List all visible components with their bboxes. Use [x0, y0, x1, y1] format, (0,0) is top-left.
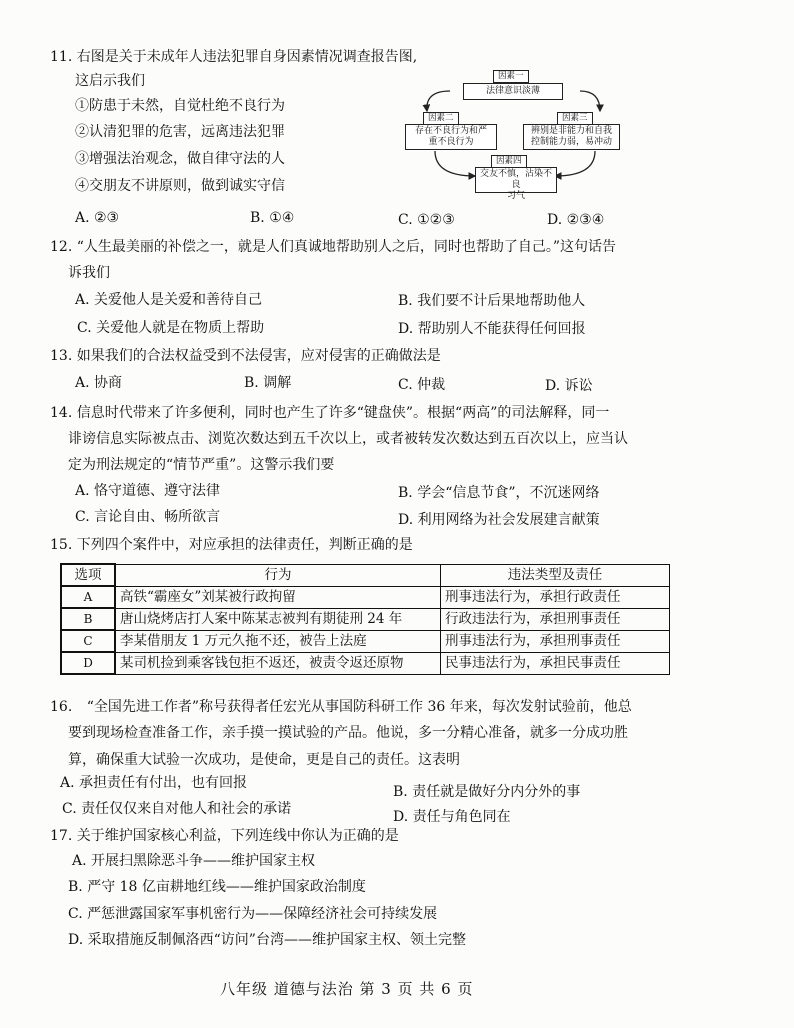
q11-option-b: B. ①④ [250, 210, 295, 226]
q12-stem [50, 237, 616, 257]
q11-item-1: ①防患于未然，自觉杜绝不良行为 [75, 98, 285, 114]
factor-1-box: 法律意识淡薄 [463, 83, 563, 100]
factor-4-line1: 交友不慎，沾染不良 [479, 169, 552, 190]
q11-item-4: ④交朋友不讲原则，做到诚实守信 [75, 178, 285, 194]
q16-option-c: C. 责任仅仅来自对他人和社会的承诺 [62, 801, 292, 817]
q11-stem-line2: 这启示我们 [75, 73, 145, 89]
q12-option-d: D. 帮助别人不能获得任何回报 [398, 321, 586, 337]
q16-option-a: A. 承担责任有付出，也有回报 [60, 775, 248, 791]
factor-1-tag: 因素一 [493, 70, 529, 83]
q16-stem-line3: 算，确保重大试验一次成功，是使命，更是自己的责任。这表明 [68, 752, 460, 768]
q13-option-a: A. 协商 [75, 375, 123, 391]
table-row [61, 586, 670, 608]
factor-3-tag: 因素三 [557, 112, 593, 125]
q14-stem-line2: 诽谤信息实际被点击、浏览次数达到五千次以上，或者被转发次数达到五百次以上，应当认 [68, 431, 628, 447]
q14-option-c: C. 言论自由、畅所欲言 [75, 509, 221, 525]
table-row [61, 630, 670, 652]
row-b-action: 唐山烧烤店打人案中陈某志被判有期徒刑 24 年 [115, 608, 441, 630]
row-b-liability: 行政违法行为，承担刑事责任 [441, 608, 670, 630]
q13-number: 13. [50, 348, 73, 364]
table-row [61, 652, 670, 674]
row-c-liability: 刑事违法行为，承担刑事责任 [441, 630, 670, 652]
q14-option-d: D. 利用网络为社会发展建言献策 [398, 512, 600, 528]
q11-option-c: C. ①②③ [398, 212, 455, 228]
q11-item-3: ③增强法治观念，做自律守法的人 [75, 151, 285, 167]
q17-option-d: D. 采取措施反制佩洛西“访问”台湾——维护国家主权、领土完整 [68, 932, 466, 948]
table-header-row [61, 564, 670, 586]
factor-3-line1: 辨别是非能力和自我 [530, 126, 612, 136]
q13-option-c: C. 仲裁 [398, 377, 446, 393]
q12-stem-line2: 诉我们 [68, 265, 110, 281]
q14-option-a: A. 恪守道德、遵守法律 [75, 483, 221, 499]
factor-2-tag: 因素二 [423, 112, 459, 125]
q12-option-a: A. 关爱他人是关爱和善待自己 [75, 292, 263, 308]
q11-number: 11. [50, 49, 73, 65]
factor-4-line2: 习气 [506, 191, 525, 201]
row-d-action: 某司机捡到乘客钱包拒不返还，被责令返还原物 [115, 652, 441, 674]
q14-stem-line3: 定为刑法规定的“情节严重”。这警示我们要 [68, 457, 335, 473]
q12-option-c: C. 关爱他人就是在物质上帮助 [77, 320, 265, 336]
q14-option-b: B. 学会“信息节食”，不沉迷网络 [398, 485, 600, 501]
q13-option-b: B. 调解 [244, 375, 292, 391]
q12-stem-line1: “人生最美丽的补偿之一，就是人们真诚地帮助别人之后，同时也帮助了自己。”这句话告 [76, 239, 617, 255]
q11-stem [50, 47, 417, 67]
row-b-option: B [61, 608, 115, 630]
q12-number: 12. [50, 239, 73, 255]
factor-cycle-diagram [405, 66, 620, 201]
q16-stem-line1: “全国先进工作者”称号获得者任宏光从事国防科研工作 36 年来，每次发射试验前，他总 [86, 699, 632, 715]
q14-number: 14. [50, 405, 73, 421]
factor-2-box [405, 124, 497, 150]
q15-stem-text: 下列四个案件中，对应承担的法律责任，判断正确的是 [76, 537, 413, 553]
q16-option-b: B. 责任就是做好分内分外的事 [393, 784, 581, 800]
factor-3-line2: 控制能力弱，易冲动 [530, 137, 612, 147]
factor-2-line2: 重不良行为 [428, 137, 474, 147]
q15-stem [50, 535, 413, 555]
q11-option-d: D. ②③④ [547, 212, 605, 228]
header-option: 选项 [61, 564, 115, 586]
page-footer: 八年级 道德与法治 第 3 页 共 6 页 [220, 980, 474, 998]
q14-stem [50, 403, 609, 423]
q17-option-b: B. 严守 18 亿亩耕地红线——维护国家政治制度 [68, 879, 366, 895]
factor-3-box [523, 124, 620, 150]
factor-4-tag: 因素四 [491, 155, 527, 168]
q17-number: 17. [50, 828, 73, 844]
q17-stem [50, 826, 399, 846]
q17-option-a: A. 开展扫黑除恶斗争——维护国家主权 [72, 853, 316, 869]
q13-option-d: D. 诉讼 [545, 378, 593, 394]
row-d-liability: 民事违法行为，承担民事责任 [441, 652, 670, 674]
row-a-option: A [61, 586, 115, 608]
q12-option-b: B. 我们要不计后果地帮助他人 [398, 293, 586, 309]
header-action: 行为 [115, 564, 441, 586]
q14-stem-line1: 信息时代带来了许多便利，同时也产生了许多“键盘侠”。根据“两高”的司法解释，同一 [76, 405, 610, 421]
row-a-liability: 刑事违法行为，承担行政责任 [441, 586, 670, 608]
q11-stem-line1: 右图是关于未成年人违法犯罪自身因素情况调查报告图, [76, 49, 418, 65]
q16-option-d: D. 责任与角色同在 [393, 809, 511, 825]
q16-number: 16. [50, 699, 73, 715]
q15-number: 15. [50, 537, 73, 553]
q11-option-a: A. ②③ [75, 210, 120, 226]
factor-2-line1: 存在不良行为和严 [414, 126, 487, 136]
row-d-option: D [61, 652, 115, 674]
q13-stem [50, 346, 441, 366]
law-cases-table [60, 563, 670, 675]
row-c-action: 李某借朋友 1 万元久拖不还，被告上法庭 [115, 630, 441, 652]
q13-stem-text: 如果我们的合法权益受到不法侵害，应对侵害的正确做法是 [76, 348, 441, 364]
header-liability: 违法类型及责任 [441, 564, 670, 586]
table-row [61, 608, 670, 630]
q16-stem-line2: 要到现场检查准备工作，亲手摸一摸试验的产品。他说，多一分精心准备，就多一分成功胜 [68, 725, 628, 741]
row-c-option: C [61, 630, 115, 652]
q17-option-c: C. 严惩泄露国家军事机密行为——保障经济社会可持续发展 [68, 906, 438, 922]
q11-item-2: ②认清犯罪的危害，远离违法犯罪 [75, 124, 285, 140]
q17-stem-text: 关于维护国家核心利益，下列连线中你认为正确的是 [76, 828, 399, 844]
q16-stem [50, 697, 632, 717]
row-a-action: 高铁“霸座女”刘某被行政拘留 [115, 586, 441, 608]
factor-4-box [475, 167, 557, 201]
